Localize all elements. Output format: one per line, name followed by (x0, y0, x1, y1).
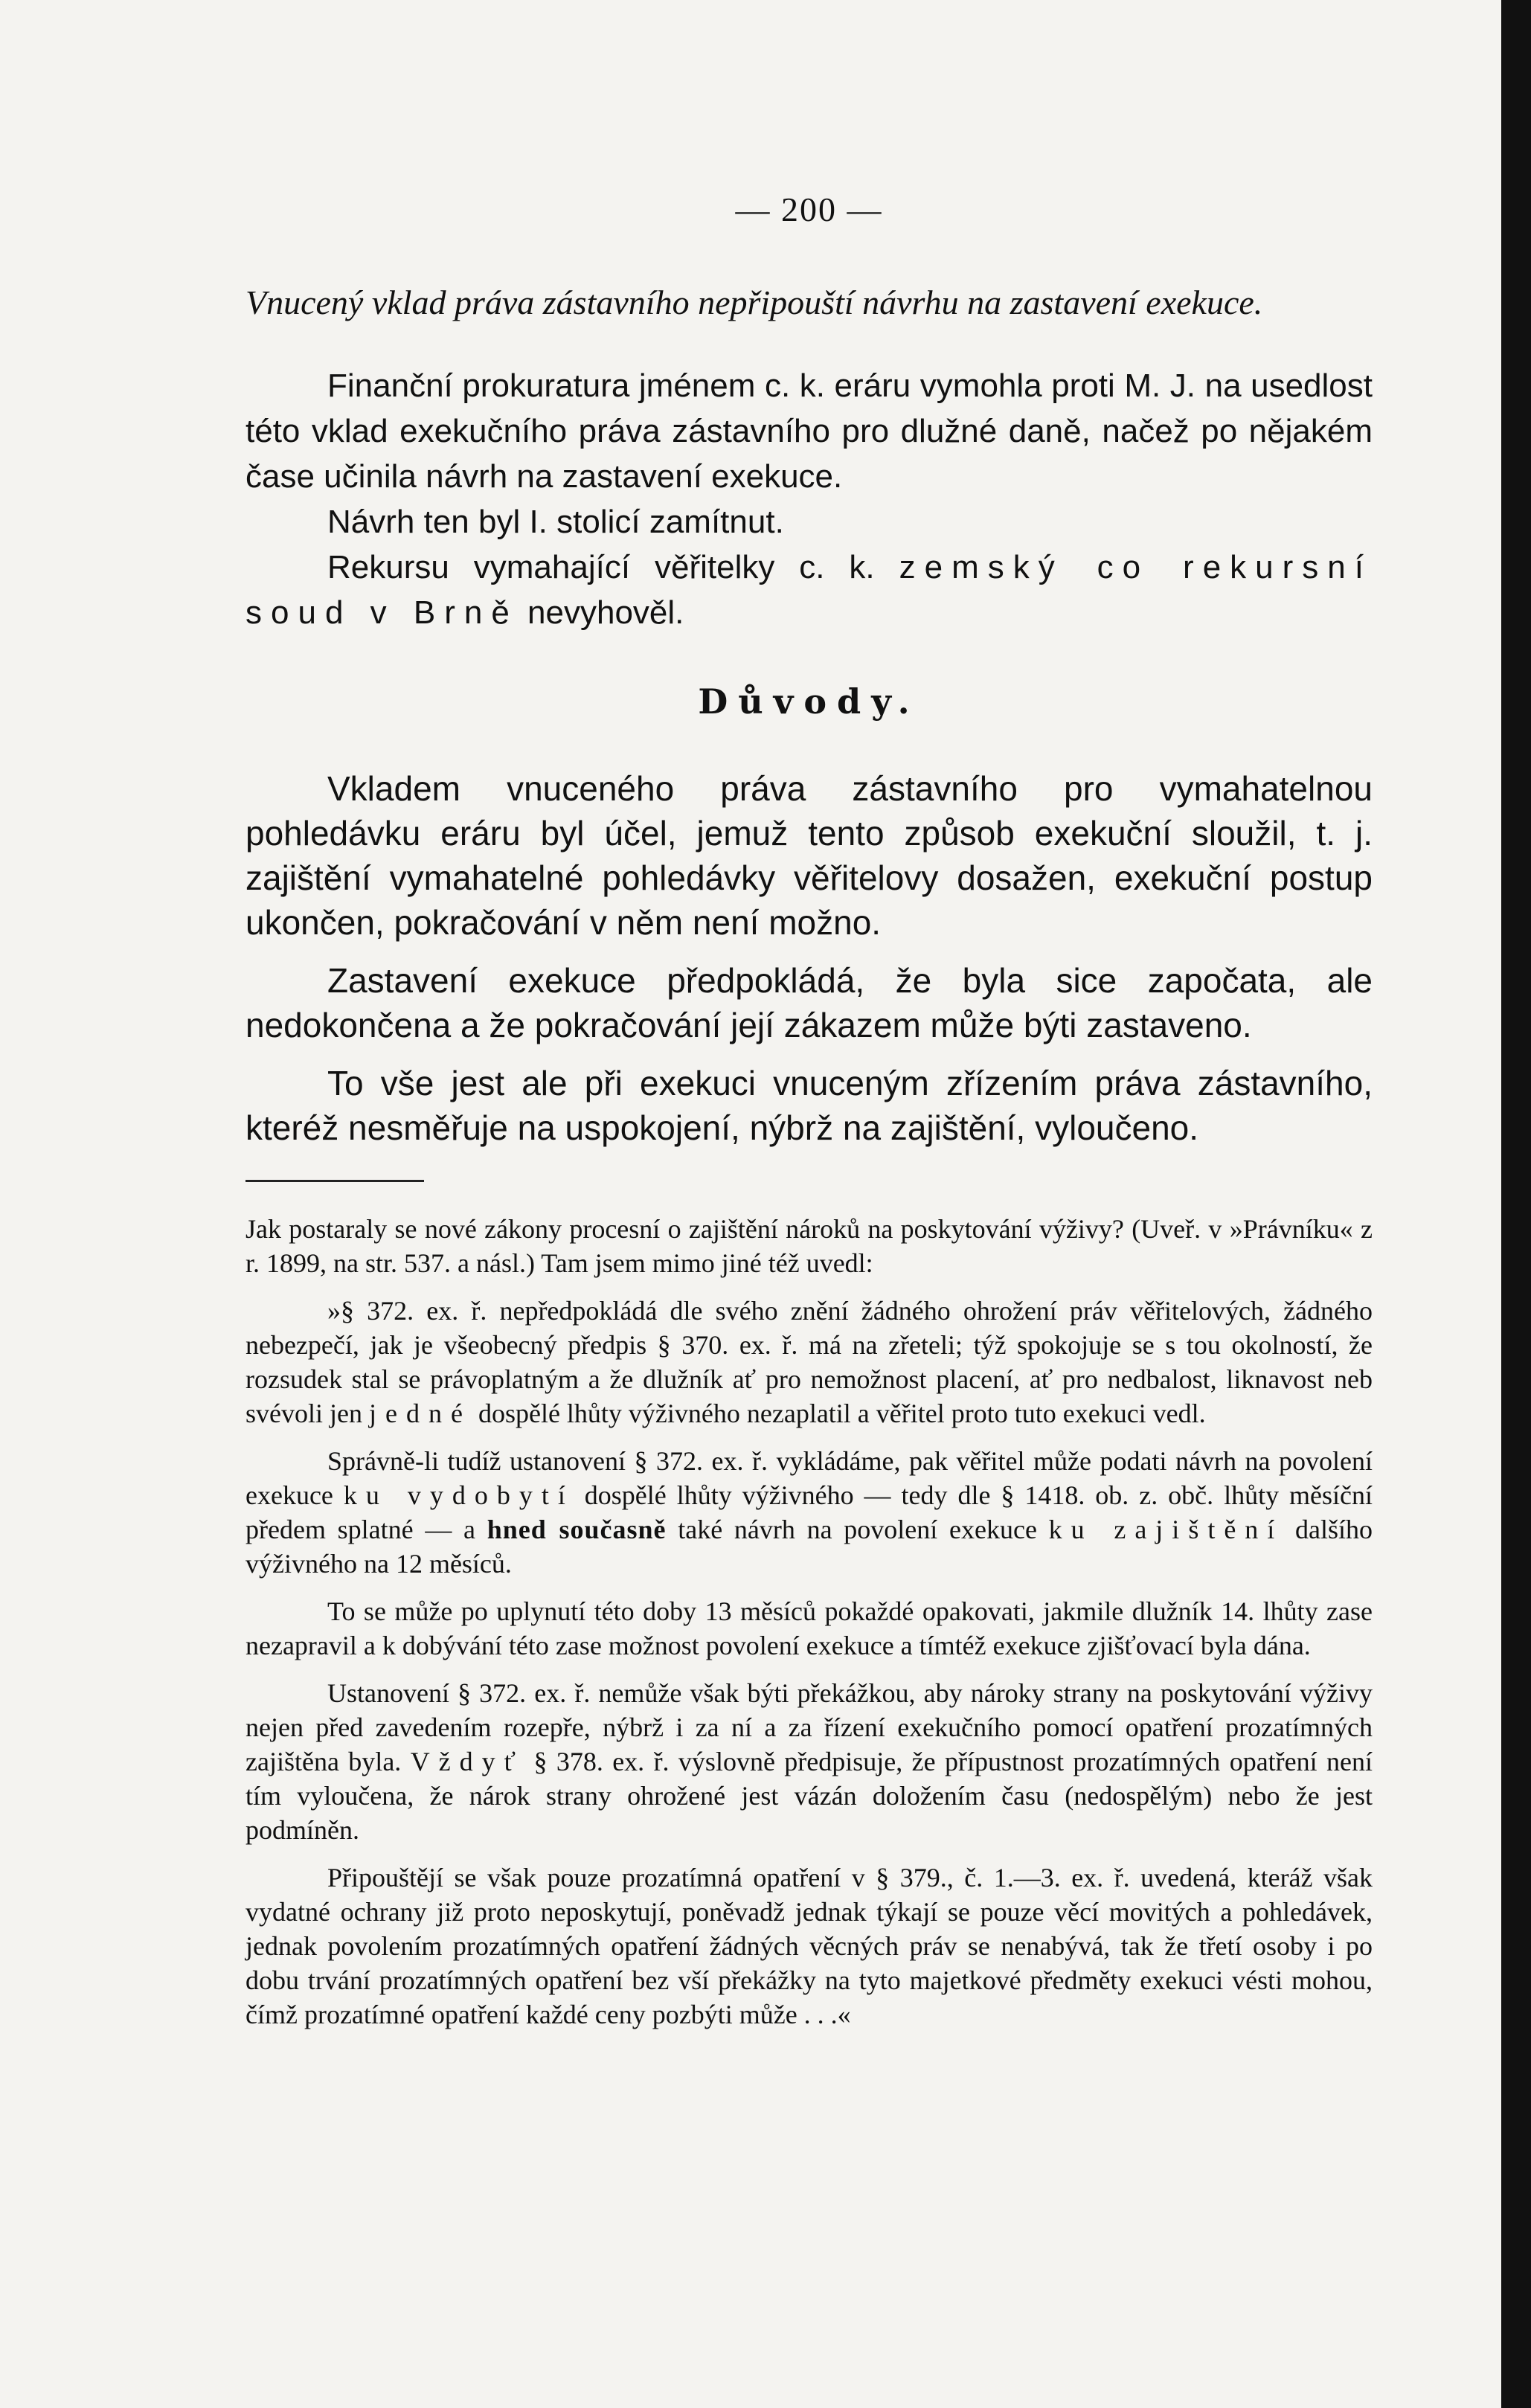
note-3c: také návrh na povolení exekuce (678, 1515, 1037, 1544)
facts-p3-court: zemský co rekursní soud v Brně (245, 549, 1373, 631)
section-title: Důvody. (698, 681, 920, 722)
page-content (245, 190, 1373, 2045)
note-2-spaced: jedné (368, 1399, 472, 1428)
note-paragraph-2 (245, 1294, 1373, 1431)
footnote-divider (245, 1180, 424, 1182)
note-2a: »§ 372. ex. ř. nepředpokládá dle svého znění žádného ohrožení práv věřitelových, žádného nebezpečí, jak je všeobecný předpis § 370. ex. ř. má na zřeteli; týž spokojuje se s tou okolností, že rozsudek stal se právoplatným a že dlužník ať pro nemožnost placení, ať pro nedbalost, liknavost neb svévoli jen (245, 1296, 1373, 1428)
case-heading: Vnucený vklad práva zástavního nepřipouští návrhu na zastavení exekuce. (245, 283, 1263, 321)
note-3a: Správně-li tudíž ustanovení § 372. ex. ř. vykládáme, pak věřitel může podati návrh na povolení exekuce (245, 1446, 1373, 1510)
note-paragraph-4: To se může po uplynutí této doby 13 měsíců pokaždé opakovati, jakmile dlužník 14. lhůty zase nezapravil a k dobývání této zase možnost povolení exekuce a tímtéž exekuce zjišťovací byla dána. (245, 1596, 1373, 1660)
note-3b: dospělé lhůty výživného — tedy dle § 1418. ob. z. obč. lhůty měsíční předem splatné — a (245, 1480, 1373, 1544)
note-2b: dospělé lhůty výživného nezaplatil a věřitel proto tuto exekuci vedl. (478, 1399, 1206, 1428)
note-paragraph-1: Jak postaraly se nové zákony procesní o zajištění nároků na poskytování výživy? (Uveř. v »Právníku« z r. 1899, na str. 537. a násl.) Tam jsem mimo jiné též uvedl: (245, 1214, 1373, 1278)
note-paragraph-5 (245, 1676, 1373, 1847)
note-3-spaced-1: ku vydobytí (343, 1480, 574, 1510)
note-3-bold: hned současně (487, 1515, 667, 1544)
facts-paragraph-1: Finanční prokuratura jménem c. k. eráru vymohla proti M. J. na usedlost této vklad exekučního práva zástavního pro dlužné daně, načež po nějakém čase učinila návrh na zastavení exekuce. (245, 367, 1373, 495)
reasons-paragraph-1: Vkladem vnuceného práva zástavního pro vymahatelnou pohledávku eráru byl účel, jemuž tento způsob exekuční sloužil, t. j. zajištění vymahatelné pohledávky věřitelovy dosažen, exekuční postup ukončen, pokračování v něm není možno. (245, 769, 1373, 942)
note-5a: Ustanovení § 372. ex. ř. nemůže však býti překážkou, aby nároky strany na poskytování výživy nejen před zavedením rozepře, nýbrž i za ní a za řízení exekučního pomocí opatření prozatímných zajištěna byla. (245, 1678, 1373, 1776)
reasons-paragraph-2: Zastavení exekuce předpokládá, že byla sice započata, ale nedokončena a že pokračování její zákazem může býti zastaveno. (245, 961, 1373, 1044)
note-3d: dalšího výživného na 12 měsíců. (245, 1515, 1373, 1579)
note-3-spaced-2: ku zajištění (1048, 1515, 1284, 1544)
scan-edge (1501, 0, 1531, 2408)
page-number: — 200 — (735, 190, 883, 228)
facts-p3-start: Rekursu vymahající věřitelky c. k. (327, 549, 875, 585)
note-5b: § 378. ex. ř. výslovně předpisuje, že přípustnost prozatímných opatření není tím vyloučena, že nárok strany ohrožené jest vázán doložením času (nedospělým) nebo že jest podmíněn. (245, 1747, 1373, 1845)
facts-paragraph-3 (245, 545, 1373, 635)
note-paragraph-3 (245, 1444, 1373, 1581)
facts-p3-end: nevyhověl. (527, 594, 684, 631)
note-paragraph-6: Připouštějí se však pouze prozatímná opatření v § 379., č. 1.—3. ex. ř. uvedená, kteráž však vydatné ochrany již proto neposkytují, poněvadž jednak týkají se pouze věcí movitých a pohledávek, jednak povolením prozatímných opatření žádných věcných práv se nenabývá, tak že třetí osoby i po dobu trvání prozatímných opatření bez vší překážky na tyto majetkové předměty exekuci vésti mohou, čímž prozatímné opatření každé ceny pozbýti může . . .« (245, 1863, 1373, 2029)
note-5-spaced: Vždyť (410, 1747, 525, 1776)
reasons-paragraph-3: To vše jest ale při exekuci vnuceným zřízením práva zástavního, kteréž nesměřuje na uspokojení, nýbrž na zajištění, vyloučeno. (245, 1064, 1373, 1147)
facts-paragraph-2: Návrh ten byl I. stolicí zamítnut. (327, 504, 784, 540)
